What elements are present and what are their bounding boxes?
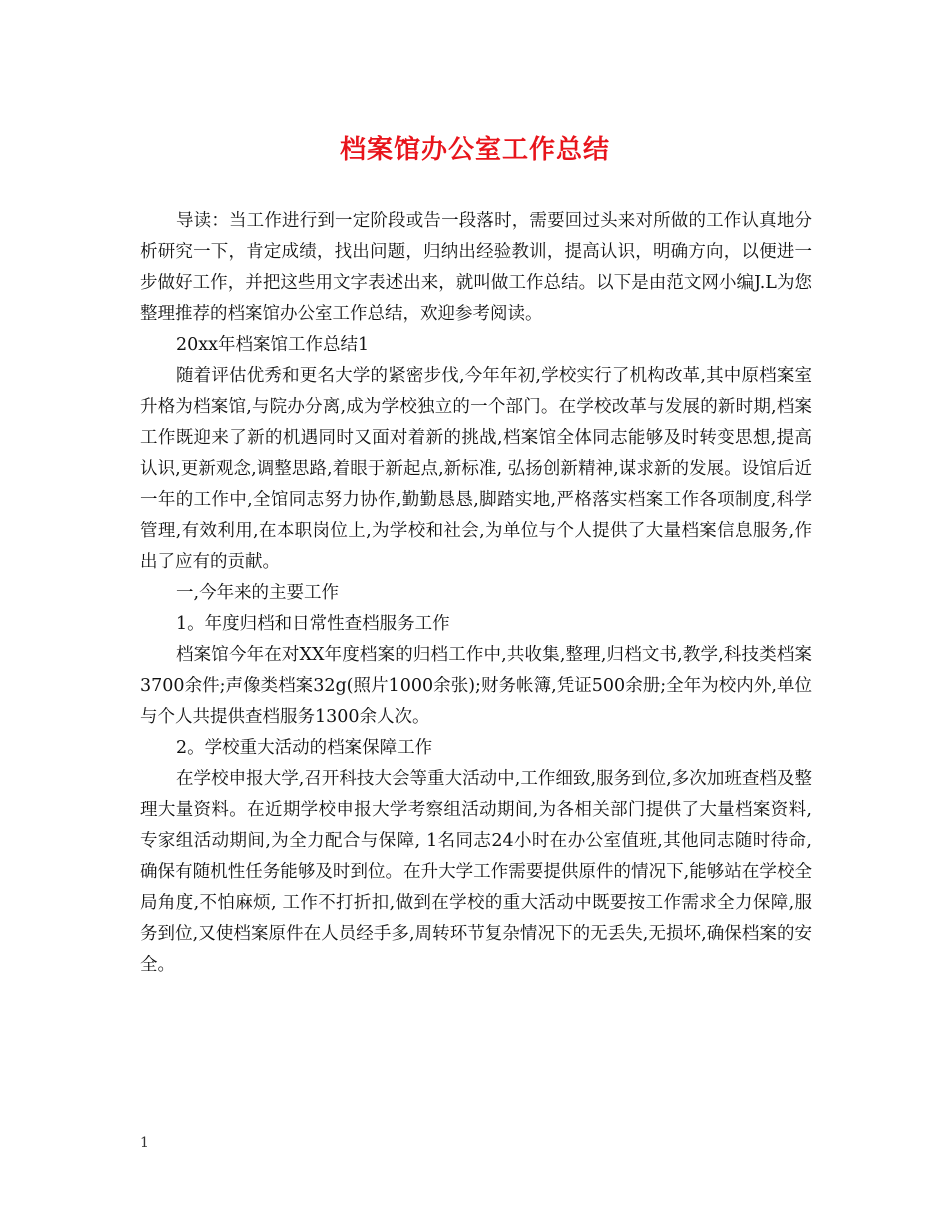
body-paragraph-1: 随着评估优秀和更名大学的紧密步伐,今年年初,学校实行了机构改革,其中原档案室升格为档案馆,与院办分离,成为学校独立的一个部门。在学校改革与发展的新时期,档案工作既迎来了新的机遇同时又面对着新的挑战,档案馆全体同志能够及时转变思想,提高认识,更新观念,调整思路,着眼于新起点,新标准, 弘扬创新精神,谋求新的发展。设馆后近一年的工作中,全馆同志努力协作,勤勤恳恳,脚踏实地,严格落实档案工作各项制度,科学管理,有效利用,在本职岗位上,为学校和社会,为单位与个人提供了大量档案信息服务,作出了应有的贡献。 — [140, 366, 812, 572]
document-title: 档案馆办公室工作总结 — [339, 135, 610, 165]
heading-major-activities: 2。学校重大活动的档案保障工作 — [176, 738, 433, 758]
heading-main-work: 一,今年来的主要工作 — [176, 583, 340, 603]
document-body — [140, 206, 812, 981]
body-paragraph-3: 在学校申报大学,召开科技大会等重大活动中,工作细致,服务到位,多次加班查档及整理大量资料。在近期学校申报大学考察组活动期间,为各相关部门提供了大量档案资料,专家组活动期间,为全力配合与保障, 1名同志24小时在办公室值班,其他同志随时待命,确保有随机性任务能够及时到位。在升大学工作需要提供原件的情况下,能够站在学校全局角度,不怕麻烦, 工作不打折扣,做到在学校的重大活动中既要按工作需求全力保障,服务到位,又使档案原件在人员经手多,周转环节复杂情况下的无丢失,无损坏,确保档案的安全。 — [140, 769, 812, 975]
heading-annual-archiving: 1。年度归档和日常性查档服务工作 — [176, 614, 450, 634]
page-number: 1 — [140, 1135, 149, 1151]
intro-paragraph: 导读：当工作进行到一定阶段或告一段落时，需要回过头来对所做的工作认真地分析研究一下，肯定成绩，找出问题，归纳出经验教训，提高认识，明确方向，以便进一步做好工作，并把这些用文字表述出来，就叫做工作总结。以下是由范文网小编J.L为您整理推荐的档案馆办公室工作总结，欢迎参考阅读。 — [140, 211, 812, 324]
section-title: 20xx年档案馆工作总结1 — [176, 335, 370, 355]
body-paragraph-2: 档案馆今年在对XX年度档案的归档工作中,共收集,整理,归档文书,教学,科技类档案3700余件;声像类档案32g(照片1000余张);财务帐簿,凭证500余册;全年为校内外,单位与个人共提供查档服务1300余人次。 — [140, 645, 812, 727]
